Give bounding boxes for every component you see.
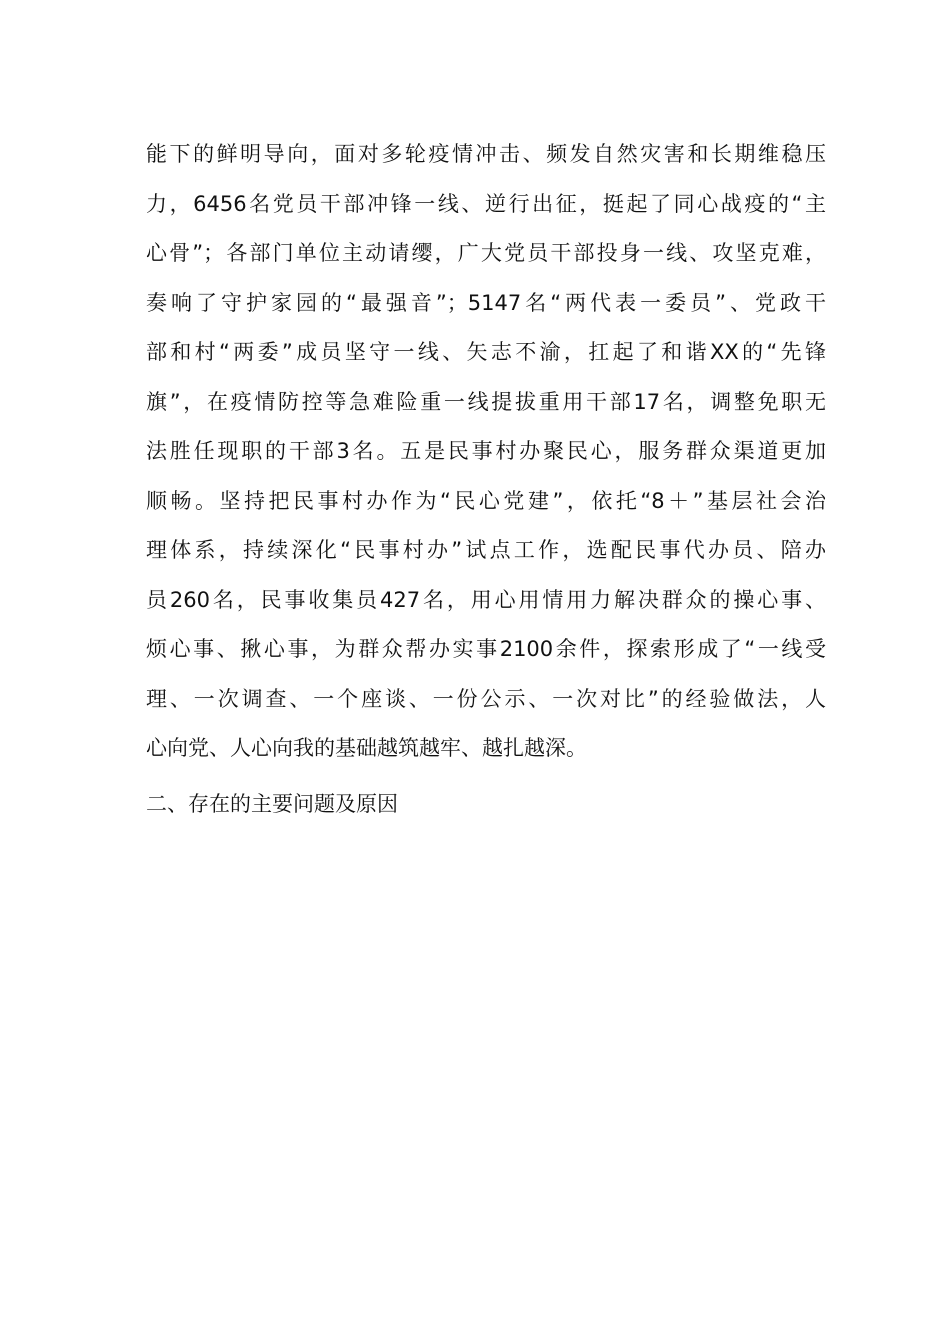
paragraph-line: 心向党、人心向我的基础越筑越牢、越扎越深。: [146, 736, 587, 760]
paragraph-line: 旗”，在疫情防控等急难险重一线提拔重用干部17名，调整免职无: [146, 389, 826, 414]
body-paragraph: [146, 131, 826, 775]
paragraph-line: 心骨”；各部门单位主动请缨，广大党员干部投身一线、攻坚克难，: [146, 241, 826, 265]
paragraph-line: 理、一次调查、一个座谈、一份公示、一次对比”的经验做法，人: [146, 686, 826, 711]
paragraph-line: 顺畅。坚持把民事村办作为“民心党建”，依托“8＋”基层社会治: [146, 488, 826, 513]
paragraph-line: 力，6456名党员干部冲锋一线、逆行出征，挺起了同心战疫的“主: [146, 191, 826, 216]
section-heading: 二、存在的主要问题及原因: [146, 792, 398, 816]
paragraph-line: 法胜任现职的干部3名。五是民事村办聚民心，服务群众渠道更加: [146, 439, 826, 463]
paragraph-line: 部和村“两委”成员坚守一线、矢志不渝，扛起了和谐XX的“先锋: [146, 340, 826, 364]
paragraph-line: 奏响了守护家园的“最强音”；5147名“两代表一委员”、党政干: [146, 290, 826, 315]
paragraph-line: 烦心事、揪心事，为群众帮办实事2100余件，探索形成了“一线受: [146, 637, 826, 661]
paragraph-line: 员260名，民事收集员427名，用心用情用力解决群众的操心事、: [146, 587, 826, 612]
paragraph-line: 理体系，持续深化“民事村办”试点工作，选配民事代办员、陪办: [146, 538, 826, 562]
paragraph-line: 能下的鲜明导向，面对多轮疫情冲击、频发自然灾害和长期维稳压: [146, 142, 826, 166]
